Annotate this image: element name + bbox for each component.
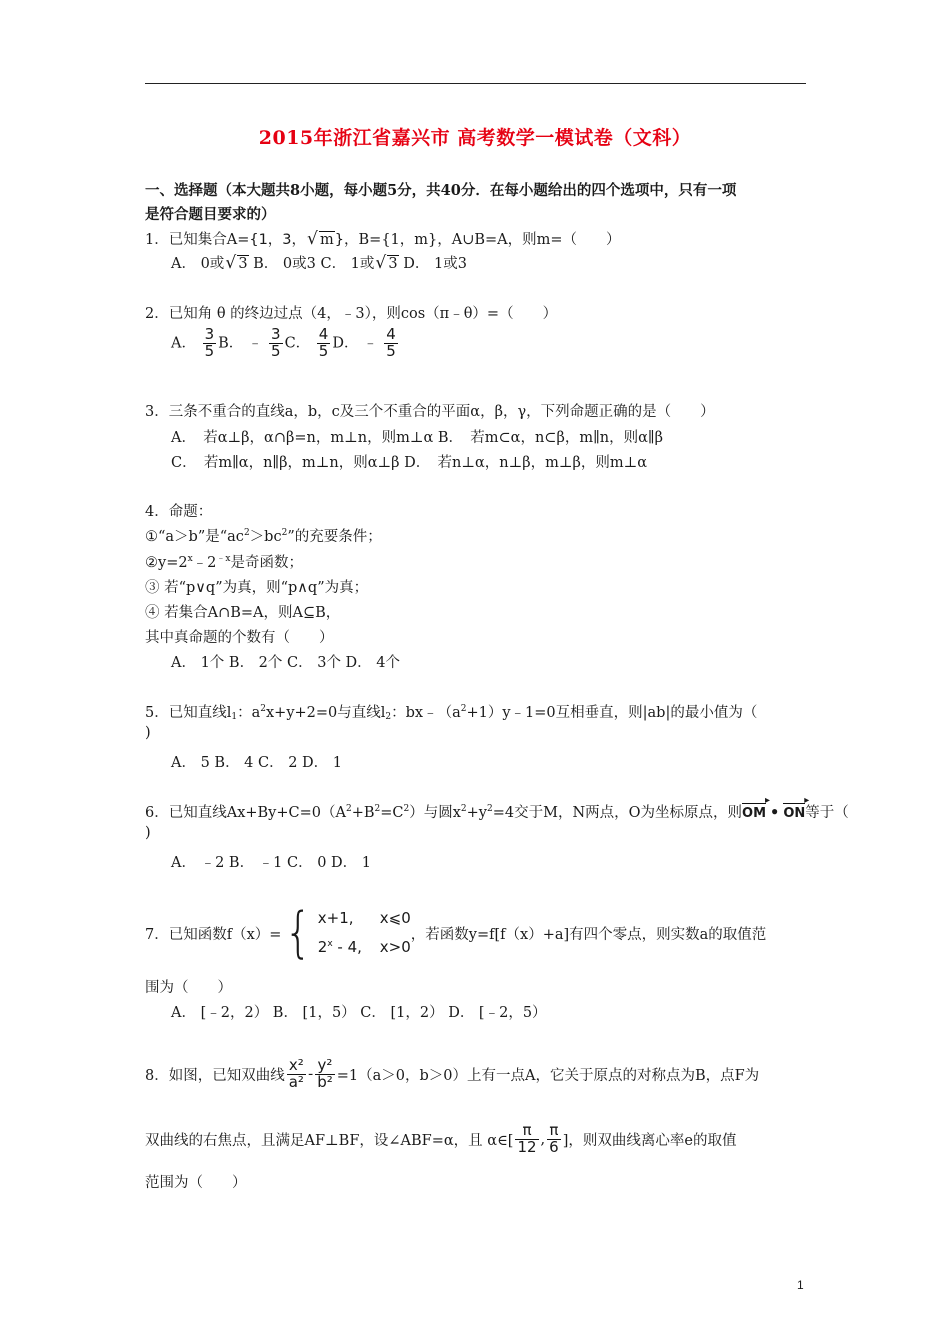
question-5-options: A． 5 B． 4 C． 2 D． 1 xyxy=(171,755,343,771)
question-5-stem-line2: ) xyxy=(145,725,151,741)
question-1-options: A． 0或√ 3 B． 0或3 C． 1或√ 3 D． 1或3 xyxy=(171,252,467,273)
question-4-proposition-3: ③ 若“p∨q”为真，则“p∧q”为真； xyxy=(145,580,369,596)
question-8-stem-line2: 双曲线的右焦点，且满足AF⊥BF，设∠ABF=α，且 α∈[ $\frac{\pi}{12}$ , $\frac{\pi}{6}$ ]，则双曲线离心率e的取值 xyxy=(145,1121,737,1156)
fraction: $\frac{4}{5}$ xyxy=(318,325,329,360)
question-6-stem: 6．已知直线$Ax+By+C=0(A^2+B^2=C^2)$与圆$x^2+y^2=4$交于M，N两点，O为坐标原点，则OM ▸ • ON ▸等于（ xyxy=(145,801,849,822)
question-8-stem-line3: 范围为（ ） xyxy=(145,1175,247,1191)
question-4-stem: 4．命题： xyxy=(145,504,213,520)
question-4-proposition-1: ①“a＞b”是“$ac^2>bc^2$”的充要条件； xyxy=(145,528,382,545)
question-6-stem-line2: ) xyxy=(145,825,151,841)
question-2-stem: 2．已知角 θ 的终边过点（4，﹣3），则cos（π﹣θ）=（ ） xyxy=(145,306,558,322)
question-7-options: A． [﹣2，2） B． [1，5） C． [1，2） D． [﹣2，5） xyxy=(171,1005,547,1021)
question-2-options: A． $\frac{3}{5}$ B． ﹣ $\frac{3}{5}$ C． $\frac{4}{5}$ D． ﹣ $\frac{4}{5}$ xyxy=(171,325,396,360)
question-4-proposition-2: $②y=2^x﹣2^{﹣x}$是奇函数； xyxy=(145,554,303,571)
question-7-stem: 7．已知函数f（x）= { x+1, x⩽0 2$^x$ - 4, x>0 ，若函数y=f[f（x）+a]有四个零点，则实数a的取值范 xyxy=(145,901,767,965)
question-1-stem: 1．已知集合A={1，3，√ m}，B={1，m}，A∪B=A，则m=（ ） xyxy=(145,228,621,249)
question-8-stem: 8．如图，已知双曲线 $\frac{\text{x²}}{\text{a²}}$ - $\frac{\text{y²}}{\text{b²}}$ =1（a＞0，b＞0）上有一点A，它关于原点的对称点为B，点F为 xyxy=(145,1056,760,1091)
fraction: $\frac{3}{5}$ xyxy=(204,325,215,360)
section-heading-line2: 是符合题目要求的） xyxy=(145,206,276,223)
fraction: $\frac{3}{5}$ xyxy=(271,325,281,360)
header-rule xyxy=(145,83,806,84)
question-3-stem: 3．三条不重合的直线a，b，c及三个不重合的平面α，β，γ，下列命题正确的是（ ） xyxy=(145,404,715,420)
fraction: $\frac{4}{5}$ xyxy=(386,325,396,360)
page-title: 2015年浙江省嘉兴市 高考数学一模试卷（文科） xyxy=(258,127,692,149)
section-heading-line1: 一、选择题（本大题共8小题，每小题5分，共40分．在每小题给出的四个选项中，只有一项 xyxy=(145,182,737,199)
vector-on: ON ▸ xyxy=(783,806,805,821)
fraction: $\frac{\pi}{12}$ xyxy=(517,1121,537,1156)
question-3-options-cd: C． 若m∥α，n∥β，m⊥n，则α⊥β D． 若n⊥α，n⊥β，m⊥β，则m⊥α xyxy=(171,455,648,471)
vector-om: OM ▸ xyxy=(742,806,766,821)
piecewise-function: { x+1, x⩽0 2$^x$ - 4, x>0 xyxy=(284,901,411,965)
fraction: $\frac{\text{x²}}{\text{a²}}$ xyxy=(288,1056,304,1091)
fraction: $\frac{\pi}{6}$ xyxy=(549,1121,559,1156)
question-4-ask: 其中真命题的个数有（ ） xyxy=(145,630,334,646)
fraction: $\frac{\text{y²}}{\text{b²}}$ xyxy=(317,1056,333,1091)
question-4-options: A． 1个 B． 2个 C． 3个 D． 4个 xyxy=(171,655,401,671)
question-7-stem-line2: 围为（ ） xyxy=(145,980,232,996)
question-6-options: A． ﹣2 B． ﹣1 C． 0 D． 1 xyxy=(171,855,372,871)
question-4-proposition-4: ④ 若集合A∩B=A，则A⊆B， xyxy=(145,605,341,621)
question-3-options-ab: A． 若α⊥β，α∩β=n，m⊥n，则m⊥α B． 若m⊂α，n⊂β，m∥n，则α∥β xyxy=(171,430,663,446)
page-number: 1 xyxy=(797,1278,804,1292)
question-5-stem: 5．已知直线$l_1$：$a^2x+y+2=0$与直线$l_2$：$bx﹣(a^2+1)y﹣1=0$互相垂直，则|ab|的最小值为（ xyxy=(145,704,758,722)
